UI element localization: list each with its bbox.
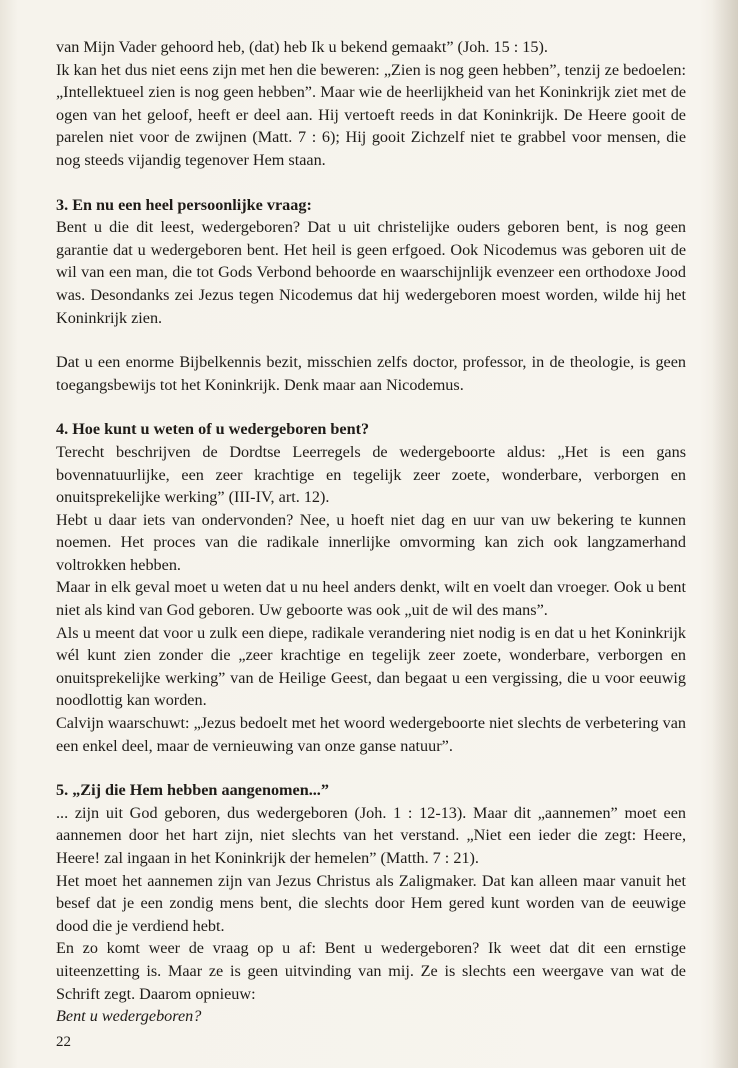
spacer bbox=[56, 757, 686, 779]
section-heading-4: 4. Hoe kunt u weten of u wedergeboren bent? bbox=[56, 420, 370, 439]
paragraph: van Mijn Vader gehoord heb, (dat) heb Ik u bekend gemaakt” (Joh. 15 : 15). bbox=[56, 38, 548, 56]
spacer bbox=[56, 172, 686, 194]
page-body bbox=[56, 36, 686, 1028]
page-edge-shadow bbox=[712, 0, 738, 1068]
paragraph: En zo komt weer de vraag op u af: Bent u wedergeboren? Ik weet dat dit een ernstige uiteenzetting is. Maar ze is geen uitvinding van mij. Ze is slechts een weergave van wat de Schrift zegt. Daarom opnieuw: bbox=[56, 939, 686, 1003]
paragraph: Calvijn waarschuwt: „Jezus bedoelt met het woord wedergeboorte niet slechts de verbetering van een enkel deel, maar de vernieuwing van onze ganse natuur”. bbox=[56, 714, 686, 755]
paragraph: ... zijn uit God geboren, dus wedergeboren (Joh. 1 : 12-13). Maar dit „aannemen” moet een aannemen door het hart zijn, niet slechts van het verstand. „Niet een ieder die zegt: Heere, Heere! zal ingaan in het Koninkrijk der hemelen” (Matth. 7 : 21). bbox=[56, 803, 686, 867]
paragraph: Het moet het aannemen zijn van Jezus Christus als Zaligmaker. Dat kan alleen maar vanuit het besef dat je een zondig mens bent, die slechts door Hem gered kunt worden van de eeuwige dood die je verdiend hebt. bbox=[56, 871, 686, 935]
paragraph: Ik kan het dus niet eens zijn met hen die beweren: „Zien is nog geen hebben”, tenzij ze bedoelen: „Intellektueel zien is nog geen hebben”. Maar wie de heerlijkheid van het Koninkrijk ziet met de ogen van het geloof, heeft er deel aan. Hij vertoeft reeds in dat Koninkrijk. De Heere gooit de parelen niet voor de zwijnen (Matt. 7 : 6); Hij gooit Zichzelf niet te grabbel voor mensen, die nog steeds vijandig tegenover Hem staan. bbox=[56, 60, 686, 169]
closing-question: Bent u wedergeboren? bbox=[56, 1007, 202, 1026]
paragraph: Bent u die dit leest, wedergeboren? Dat u uit christelijke ouders geboren bent, is nog geen garantie dat u wedergeboren bent. Het heil is geen erfgoed. Ook Nicodemus was geboren uit de wil van een man, die tot Gods Verbond behoorde en waarschijnlijk evenzeer een orthodoxe Jood was. Desondanks zei Jezus tegen Nicodemus dat hij wedergeboren moest worden, wilde hij het Koninkrijk zien. bbox=[56, 218, 686, 327]
paragraph: Hebt u daar iets van ondervonden? Nee, u hoeft niet dag en uur van uw bekering te kunnen noemen. Het proces van die radikale innerlijke omvorming kan zich ook langzamerhand voltrokken hebben. bbox=[56, 510, 686, 574]
spacer bbox=[56, 329, 686, 351]
paragraph: Als u meent dat voor u zulk een diepe, radikale verandering niet nodig is en dat u het Koninkrijk wél kunt zien zonder die „zeer krachtige en tegelijk zeer zoete, wonderbare, verborgen en onuitsprekelijke werking” van de Heilige Geest, dan begaat u een vergissing, die u voor eeuwig noodlottig kan worden. bbox=[56, 623, 686, 710]
paragraph: Dat u een enorme Bijbelkennis bezit, misschien zelfs doctor, professor, in de theologie, is geen toegangsbewijs tot het Koninkrijk. Denk maar aan Nicodemus. bbox=[56, 353, 686, 394]
spacer bbox=[56, 396, 686, 418]
paragraph: Maar in elk geval moet u weten dat u nu heel anders denkt, wilt en voelt dan vroeger. Ook u bent niet als kind van God geboren. Uw geboorte was ook „uit de wil des mans”. bbox=[56, 578, 686, 620]
page-number: 22 bbox=[56, 1034, 71, 1050]
section-heading-3: 3. En nu een heel persoonlijke vraag: bbox=[56, 195, 312, 214]
paragraph: Terecht beschrijven de Dordtse Leerregels de wedergeboorte aldus: „Het is een gans bovennatuurlijke, een zeer krachtige en tegelijk zeer zoete, wonderbare, verborgen en onuitsprekelijke werking” (III-IV, art. 12). bbox=[56, 442, 686, 507]
section-heading-5: 5. „Zij die Hem hebben aangenomen...” bbox=[56, 781, 329, 800]
